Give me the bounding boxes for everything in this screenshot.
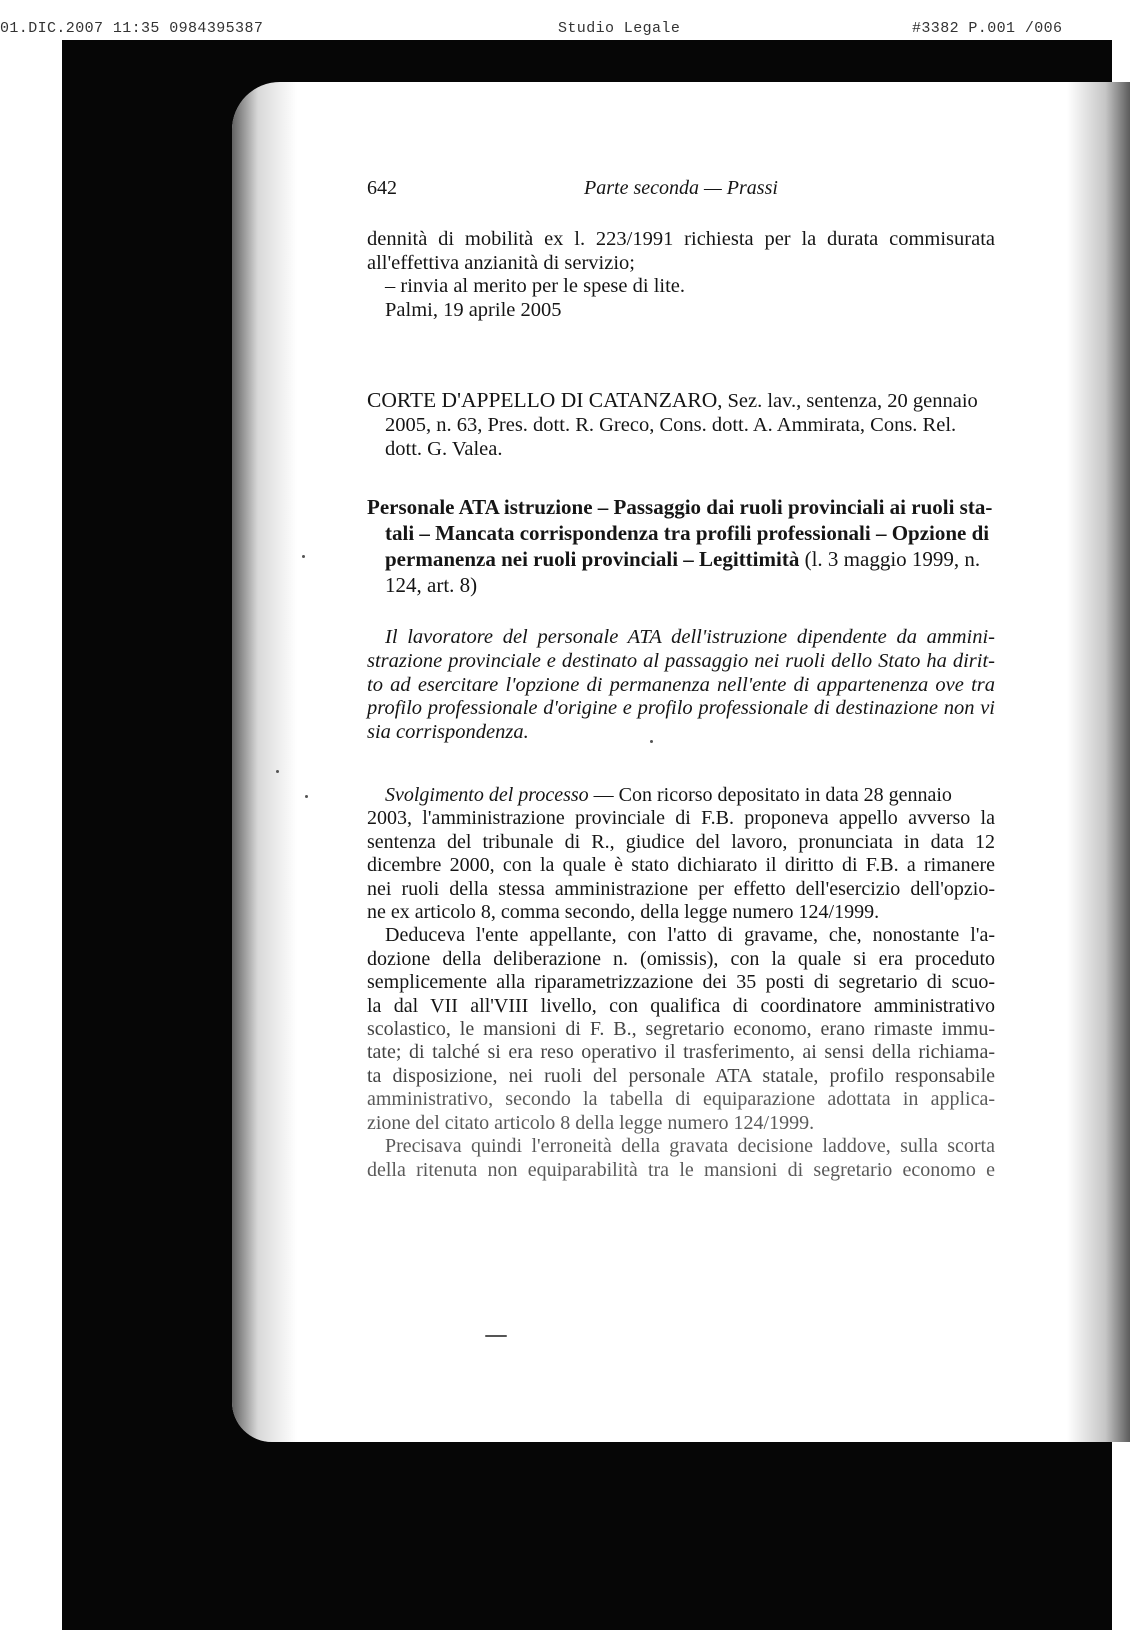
text-line: della ritenuta non equiparabilità tra le mansioni di segretario economo e	[367, 1158, 995, 1181]
text-line: Il lavoratore del personale ATA dell'istruzione dipendente da ammini-	[385, 626, 995, 648]
text-line: – rinvia al merito per le spese di lite.	[385, 275, 686, 298]
text-line: amministrativo, secondo la tabella di equiparazione adottata in applica-	[367, 1088, 995, 1111]
text-line: all'effettiva anzianità di servizio;	[367, 251, 635, 274]
text-line: sia corrispondenza.	[367, 721, 529, 744]
page-number: 642	[367, 177, 397, 199]
text-line: ne ex articolo 8, comma secondo, della legge numero 124/1999.	[367, 901, 880, 924]
text-line: Precisava quindi l'erroneità della gravata decisione laddove, sulla scorta	[385, 1135, 995, 1158]
text-line: dott. G. Valea.	[385, 438, 503, 460]
scan-speck	[650, 740, 653, 743]
scan-speck	[305, 795, 308, 798]
text-line: zione del citato articolo 8 della legge numero 124/1999.	[367, 1111, 815, 1134]
text-line: scolastico, le mansioni di F. B., segretario economo, erano rimaste immu-	[367, 1018, 995, 1041]
text-line: nei ruoli della stessa amministrazione per effetto dell'esercizio dell'opzio-	[367, 877, 995, 900]
massima-text	[367, 626, 995, 745]
text-line: sentenza del tribunale di R., giudice del lavoro, pronunciata in data 12	[367, 830, 995, 853]
text-line: 124, art. 8)	[385, 573, 478, 597]
text-line: 2005, n. 63, Pres. dott. R. Greco, Cons. dott. A. Ammirata, Cons. Rel.	[385, 414, 957, 436]
body-heading: Svolgimento del processo	[385, 784, 589, 806]
text-line: Deduceva l'ente appellante, con l'atto di gravame, che, nonostante l'a-	[385, 924, 995, 947]
text-line: strazione provinciale e destinato al passaggio nei ruoli dello Stato ha dirit-	[367, 649, 995, 672]
text-line: permanenza nei ruoli provinciali – Legittimità	[385, 547, 800, 571]
court-name: CORTE D'APPELLO DI CATANZARO	[367, 388, 718, 412]
text-line: ta disposizione, nei ruoli del personale ATA statale, profilo responsabile	[367, 1064, 995, 1087]
court-citation-rest: , Sez. lav., sentenza, 20 gennaio	[717, 390, 978, 412]
text-line: tali – Mancata corrispondenza tra profili professionali – Opzione di	[385, 521, 990, 545]
law-citation: (l. 3 maggio 1999, n.	[799, 547, 981, 571]
section-title: Parte seconda — Prassi	[584, 177, 778, 199]
text-line: dennità di mobilità ex l. 223/1991 richiesta per la durata commisurata	[367, 228, 995, 250]
opening-paragraph	[367, 228, 995, 322]
court-citation	[367, 388, 995, 461]
body-text	[367, 784, 995, 1182]
text-line: tate; di talché si era reso operativo il trasferimento, ai sensi della richiama-	[367, 1041, 995, 1064]
text-line: to ad esercitare l'opzione di permanenza nell'ente di appartenenza ove tra	[367, 673, 995, 696]
scan-speck	[485, 1335, 507, 1337]
text-line: semplicemente alla riparametrizzazione dei 35 posti di segretario di scuo-	[367, 971, 995, 994]
massima-heading	[367, 494, 995, 598]
text-line: Palmi, 19 aprile 2005	[385, 298, 562, 321]
scan-speck	[302, 555, 305, 558]
fax-sender-name: Studio Legale	[558, 20, 681, 37]
text-line: dozione della deliberazione n. (omissis), con la quale si era proceduto	[367, 947, 995, 970]
text-line: 2003, l'amministrazione provinciale di F.B. proponeva appello avverso la	[367, 807, 995, 830]
fax-page-counter: #3382 P.001 /006	[912, 20, 1063, 37]
text-line: Personale ATA istruzione – Passaggio dai ruoli provinciali ai ruoli sta-	[367, 495, 993, 519]
fax-sender-line: 01.DIC.2007 11:35 0984395387	[0, 20, 264, 37]
text-line: profilo professionale d'origine e profilo professionale di destinazione non vi	[367, 697, 995, 720]
fax-header	[0, 0, 1130, 40]
scan-speck	[276, 770, 279, 773]
text-line: la dal VII all'VIII livello, con qualifica di coordinatore amministrativo	[367, 994, 995, 1017]
text-line: — Con ricorso depositato in data 28 gennaio	[588, 784, 952, 806]
text-line: dicembre 2000, con la quale è stato dichiarato il diritto di F.B. a rimanere	[367, 854, 995, 877]
